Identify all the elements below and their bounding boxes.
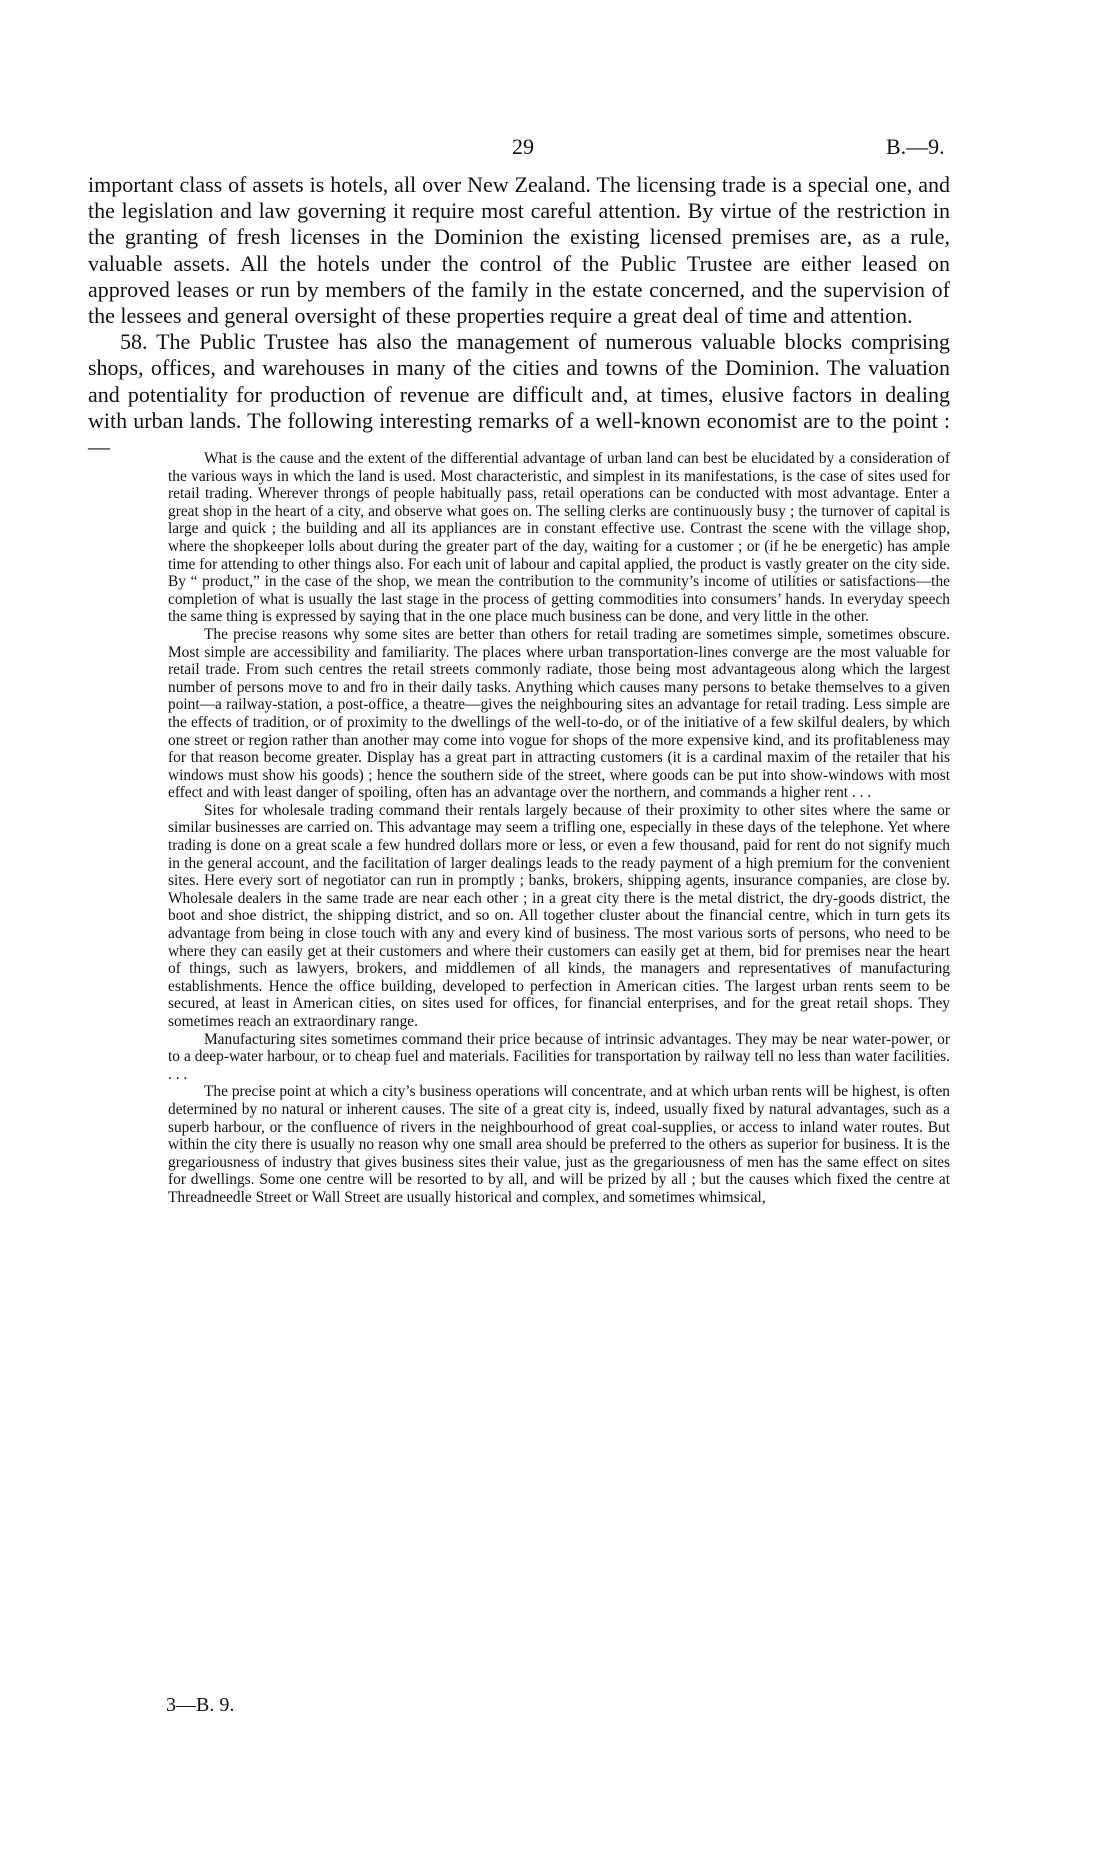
quote-paragraph-wholesale-sites: Sites for wholesale trading command their rentals largely because of their proximity to other sites where the same or similar businesses are carried on. This advantage may seem a trifling one, especially in these days of the telephone. Yet where trading is done on a great scale a few hundred dollars more or less, or even a few thousand, paid for rent do not signify much in the general account, and the facilitation of larger dealings leads to the ready payment of a high premium for the convenient sites. Here every sort of negotiator can run in promptly ; banks, brokers, shipping agents, insurance companies, are close by. Wholesale dealers in the same trade are near each other ; in a great city there is the metal district, the dry-goods district, the boot and shoe district, the shipping district, and so on. All together cluster about the financial centre, which in turn gets its advantage from being in close touch with any and every kind of business. The most various sorts of persons, who need to be where they can easily get at their customers and where their customers can easily get at them, bid for premises near the heart of things, such as lawyers, brokers, and middlemen of all kinds, the managers and representatives of manufacturing establishments. Hence the office building, developed to perfection in American cities. The largest urban rents seem to be secured, at least in American cities, on sites used for offices, for financial enterprises, and for the great retail shops. They sometimes reach an extraordinary range. [168, 801, 950, 1030]
page-number: 29 [512, 134, 534, 159]
quote-paragraph-retail-advantage: What is the cause and the extent of the differential advantage of urban land can best be elucidated by a consideration of the various ways in which the land is used. Most characteristic, and simplest in its manifestations, is the case of sites used for retail trading. Wherever throngs of people habitually pass, retail operations can be conducted with most advantage. Enter a great shop in the heart of a city, and observe what goes on. The selling clerks are continuously busy ; the turnover of capital is large and quick ; the building and all its appliances are in constant effective use. Contrast the scene with the village shop, where the shopkeeper lolls about during the greater part of the day, waiting for a customer ; or (if he be energetic) has ample time for attending to other things also. For each unit of labour and capital applied, the product is vastly greater on the city side. By “ product,” in the case of the shop, we mean the contribution to the community’s income of utilities or satisfactions—the completion of what is usually the last stage in the process of getting commodities into consumers’ hands. In everyday speech the same thing is expressed by saying that in the one place much business can be done, and very little in the other. [168, 450, 950, 626]
economist-quotation [168, 450, 950, 1207]
document-reference: B.—9. [886, 134, 945, 159]
main-text [88, 172, 950, 460]
quote-paragraph-retail-reasons: The precise reasons why some sites are better than others for retail trading are sometimes simple, sometimes obscure. Most simple are accessibility and familiarity. The places where urban transportation-lines converge are the most valuable for retail trade. From such centres the retail streets commonly radiate, those being most advantageous along which the largest number of persons move to and fro in their daily tasks. Anything which causes many persons to betake themselves to a given point—a railway-station, a post-office, a theatre—gives the neighbouring sites an advantage for retail trading. Less simple are the effects of tradition, or of proximity to the dwellings of the well-to-do, or of the initiative of a few skilful dealers, by which one street or region rather than another may come into vogue for shops of the more expensive kind, and its profitableness may for that reason become greater. Display has a great part in attracting customers (it is a cardinal maxim of the retailer that his windows must show his goods) ; hence the southern side of the street, where goods can be put into show-windows with most effect and with least danger of spoiling, often has an advantage over the northern, and commands a higher rent . . . [168, 625, 950, 802]
paragraph-58: 58. The Public Trustee has also the management of numerous valuable blocks comprising shops, offices, and warehouses in many of the cities and towns of the Dominion. The valuation and potentiality for production of revenue are difficult and, at times, elusive factors in dealing with urban lands. The following interesting remarks of a well-known economist are to the point :— [88, 329, 950, 460]
quote-paragraph-manufacturing-sites: Manufacturing sites sometimes command their price because of intrinsic advantages. They may be near water-power, or to a deep-water harbour, or to cheap fuel and materials. Facilities for transportation by railway tell no less than water facilities. . . . [168, 1030, 950, 1083]
quote-paragraph-business-centre: The precise point at which a city’s business operations will concentrate, and at which urban rents will be highest, is often determined by no natural or inherent causes. The site of a great city is, indeed, usually fixed by natural advantages, such as a superb harbour, or the confluence of rivers in the neighbourhood of great coal-supplies, or access to inland water routes. But within the city there is usually no reason why one small area should be preferred to the others as superior for business. It is the gregariousness of industry that gives business sites their value, just as the gregariousness of men has the same effect on sites for dwellings. Some one centre will be resorted to by all, and will be prized by all ; but the causes which fixed the centre at Threadneedle Street or Wall Street are usually historical and complex, and sometimes whimsical, [168, 1083, 950, 1206]
signature-reference: 3—B. 9. [166, 1694, 235, 1716]
paragraph-continuation: important class of assets is hotels, all over New Zealand. The licensing trade is a special one, and the legislation and law governing it require most careful attention. By virtue of the restriction in the granting of fresh licenses in the Dominion the existing licensed premises are, as a rule, valuable assets. All the hotels under the control of the Public Trustee are either leased on approved leases or run by members of the family in the estate concerned, and the supervision of the lessees and general oversight of these properties require a great deal of time and attention. [88, 172, 950, 329]
